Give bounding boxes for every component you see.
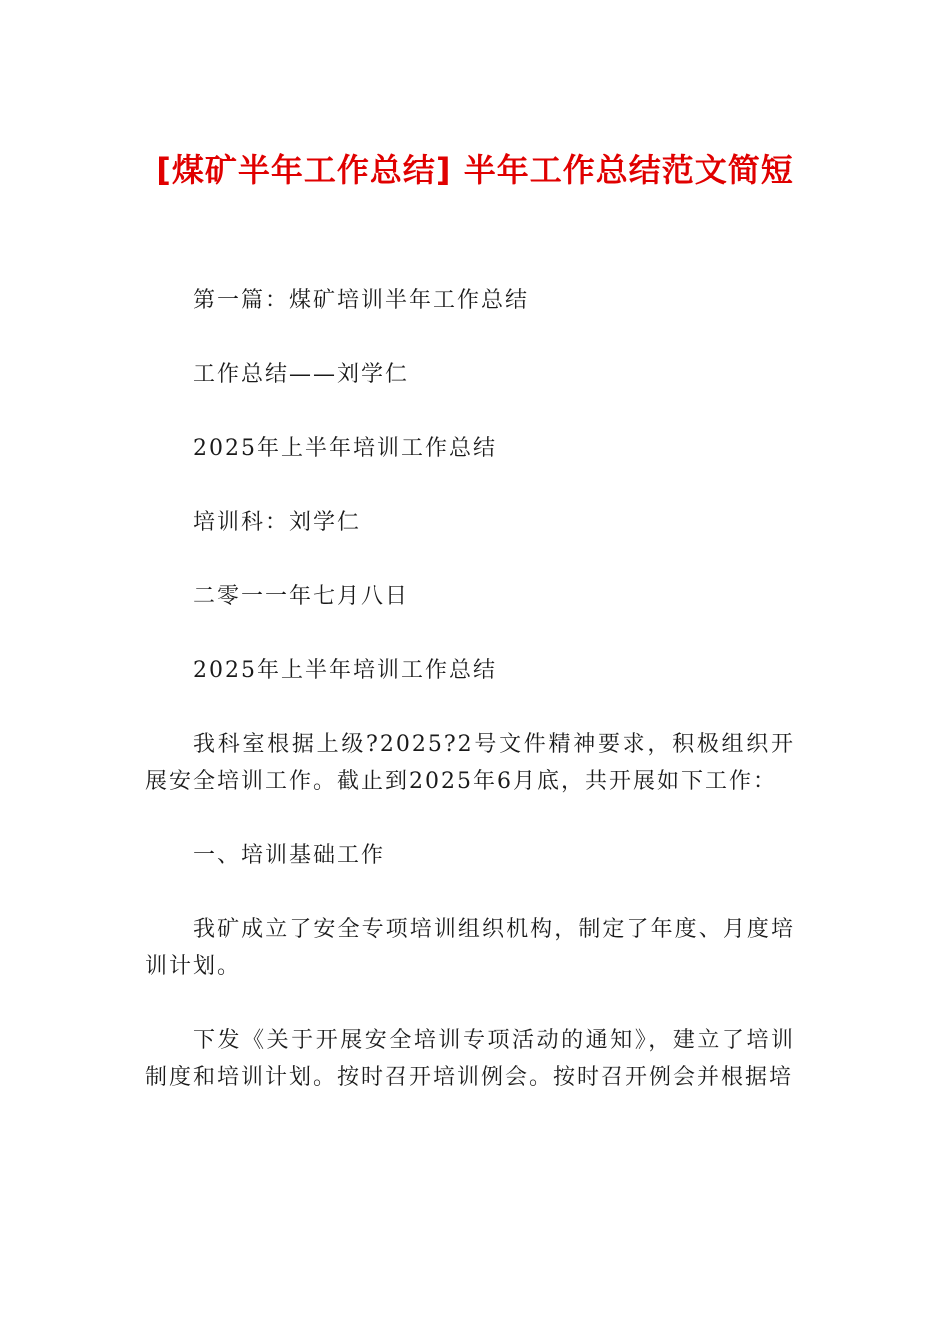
paragraph-author: 工作总结——刘学仁 (193, 362, 410, 387)
paragraph-heading: 第一篇：煤矿培训半年工作总结 (193, 288, 530, 313)
paragraph-date: 二零一一年七月八日 (193, 584, 410, 609)
paragraph-intro: 我科室根据上级?2025?2号文件精神要求，积极组织开展安全培训工作。截止到2025年6月底，共开展如下工作： (145, 732, 795, 794)
paragraph-report-title-repeat: 2025年上半年培训工作总结 (193, 658, 497, 683)
paragraph-section-heading: 一、培训基础工作 (193, 843, 386, 868)
paragraph-report-title: 2025年上半年培训工作总结 (193, 436, 497, 461)
paragraph-training-org: 我矿成立了安全专项培训组织机构，制定了年度、月度培训计划。 (145, 917, 795, 979)
paragraph-department: 培训科：刘学仁 (193, 510, 362, 535)
document-body (145, 282, 795, 1133)
paragraph-training-notice: 下发《关于开展安全培训专项活动的通知》，建立了培训制度和培训计划。按时召开培训例会。按时召开例会并根据培 (145, 1028, 795, 1090)
document-title: [煤矿半年工作总结] 半年工作总结范文简短 (156, 151, 794, 189)
